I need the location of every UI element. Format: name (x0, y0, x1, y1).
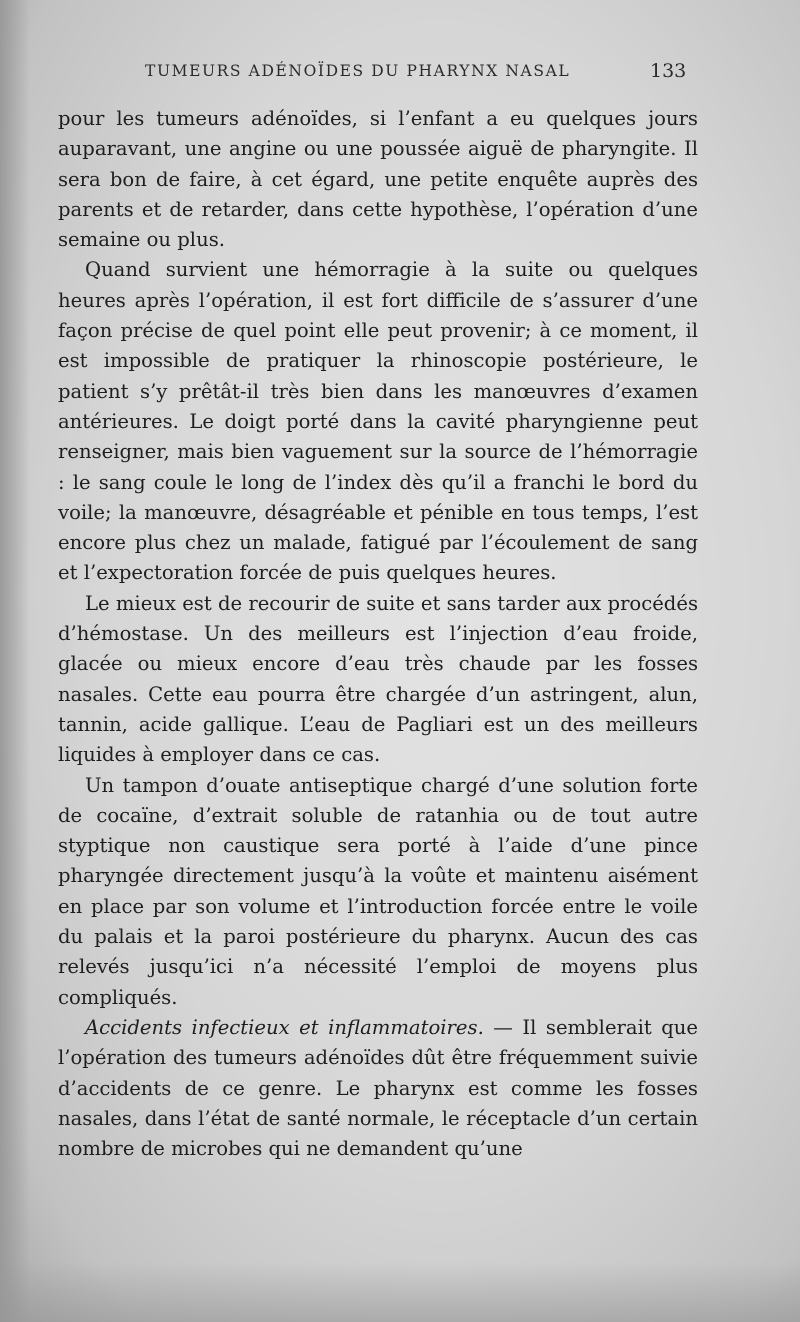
paragraph-4: Un tampon d’ouate antiseptique chargé d’une solution forte de cocaïne, d’extrait soluble de ratanhia ou de tout autre styptique non caustique sera porté à l’aide d’une pince pharyngée directement jusqu’à la voûte et maintenu aisément en place par son volume et l’introduction forcée entre le voile du palais et la paroi postérieure du pharynx. Aucun des cas relevés jusqu’ici n’a nécessité l’emploi de moyens plus compliqués. (58, 773, 698, 1009)
paragraph-1: pour les tumeurs adénoïdes, si l’enfant a eu quelques jours auparavant, une angine ou une poussée aiguë de pharyngite. Il sera bon de faire, à cet égard, une petite enquête auprès des parents et de retarder, dans cette hypothèse, l’opération d’une semaine ou plus. (58, 107, 698, 252)
section-heading: Accidents infectieux et inflammatoires. (85, 1015, 484, 1039)
paragraph-3: Le mieux est de recourir de suite et sans tarder aux procédés d’hémostase. Un des meilleurs est l’injection d’eau froide, glacée ou mieux encore d’eau très chaude par les fosses nasales. Cette eau pourra être chargée d’un astringent, alun, tannin, acide gallique. L’eau de Pagliari est un des meilleurs liquides à employer dans ce cas. (58, 591, 698, 767)
body-text (58, 104, 698, 1164)
running-title: TUMEURS ADÉNOÏDES DU PHARYNX NASAL (145, 62, 571, 80)
paragraph-5-text: — Il semblerait que l’opération des tumeurs adénoïdes dût être fréquemment suivie d’accidents de ce genre. Le pharynx est comme les fosses nasales, dans l’état de santé normale, le réceptacle d’un certain nombre de microbes qui ne demandent qu’une (58, 1015, 698, 1161)
page-number: 133 (650, 60, 687, 82)
paragraph-2: Quand survient une hémorragie à la suite ou quelques heures après l’opération, il est fort difficile de s’assurer d’une façon précise de quel point elle peut provenir; à ce moment, il est impossible de pratiquer la rhinoscopie postérieure, le patient s’y prêtât-il très bien dans les manœuvres d’examen antérieures. Le doigt porté dans la cavité pharyngienne peut renseigner, mais bien vaguement sur la source de l’hémorragie : le sang coule le long de l’index dès qu’il a franchi le bord du voile; la manœuvre, désagréable et pénible en tous temps, l’est encore plus chez un malade, fatigué par l’écoulement de sang et l’expectoration forcée de puis quelques heures. (58, 258, 698, 585)
paragraph-5 (58, 1013, 698, 1164)
